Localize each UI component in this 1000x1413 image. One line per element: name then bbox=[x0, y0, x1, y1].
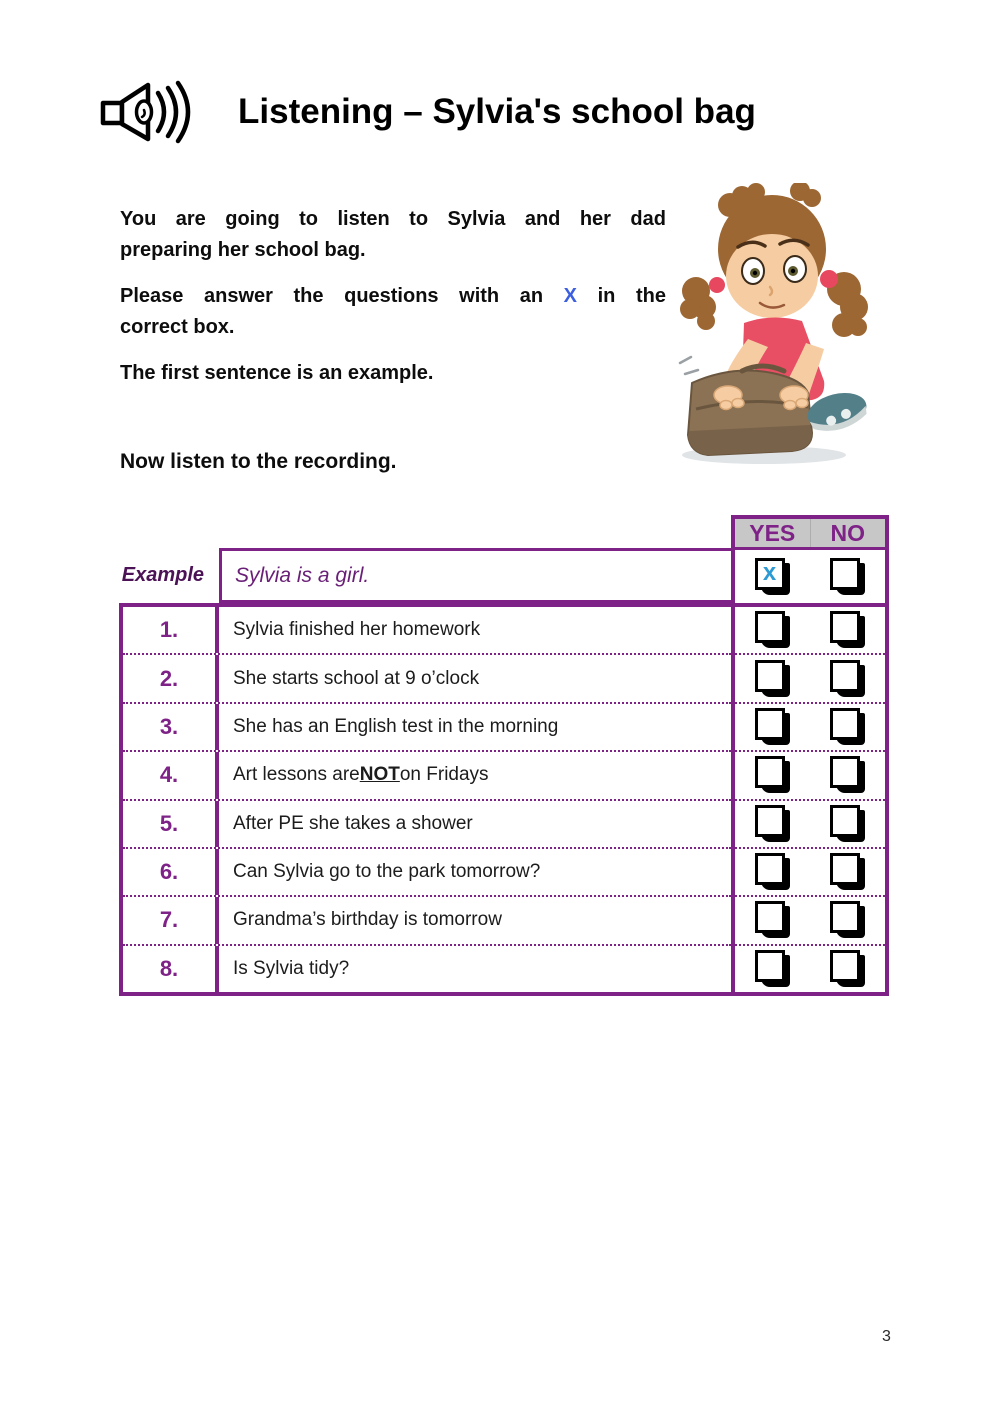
no-checkbox[interactable] bbox=[830, 660, 866, 698]
speaker-icon bbox=[98, 79, 200, 145]
yes-checkbox[interactable] bbox=[755, 660, 791, 698]
table-row bbox=[123, 944, 731, 992]
question-text: Can Sylvia go to the park tomorrow? bbox=[233, 861, 541, 883]
question-number: 2. bbox=[123, 655, 219, 701]
table-row bbox=[123, 702, 731, 750]
yes-checkbox[interactable] bbox=[755, 611, 791, 649]
yes-checkbox[interactable] bbox=[755, 901, 791, 939]
question-text: She starts school at 9 o’clock bbox=[233, 667, 480, 689]
answer-row bbox=[735, 799, 885, 847]
table-row bbox=[123, 847, 731, 895]
answer-cell bbox=[735, 849, 810, 895]
answer-row bbox=[735, 895, 885, 943]
answer-row bbox=[735, 607, 885, 653]
table-row bbox=[123, 750, 731, 798]
no-header: NO bbox=[830, 519, 865, 546]
no-checkbox[interactable] bbox=[830, 805, 866, 843]
question-number: 8. bbox=[123, 946, 219, 992]
example-yes-checkbox[interactable] bbox=[755, 558, 791, 596]
yes-checkbox[interactable] bbox=[755, 708, 791, 746]
answer-cell bbox=[810, 704, 885, 750]
answer-row bbox=[735, 702, 885, 750]
answer-cell bbox=[810, 849, 885, 895]
answer-cell bbox=[810, 752, 885, 798]
example-answer-row bbox=[735, 550, 885, 607]
answer-cell bbox=[810, 946, 885, 992]
example-label: Example bbox=[121, 564, 204, 586]
no-checkbox[interactable] bbox=[830, 950, 866, 988]
question-text: After PE she takes a shower bbox=[233, 812, 473, 834]
yes-checkbox[interactable] bbox=[755, 853, 791, 891]
question-number: 3. bbox=[123, 704, 219, 750]
answer-header bbox=[735, 519, 885, 550]
yes-checkbox[interactable] bbox=[755, 805, 791, 843]
intro-line: You are going to listen to Sylvia and her dad bbox=[120, 208, 666, 230]
intro-line: preparing her school bag. bbox=[120, 239, 366, 261]
question-number: 1. bbox=[123, 607, 219, 653]
intro-paragraph-3 bbox=[120, 358, 666, 389]
question-text: Grandma’s birthday is tomorrow bbox=[233, 909, 502, 931]
no-checkbox[interactable] bbox=[830, 708, 866, 746]
no-checkbox[interactable] bbox=[830, 853, 866, 891]
question-text: Art lessons are NOT on Fridays bbox=[233, 764, 489, 786]
answer-cell bbox=[735, 607, 810, 653]
check-mark: x bbox=[762, 558, 777, 586]
answer-cell bbox=[735, 752, 810, 798]
question-number: 6. bbox=[123, 849, 219, 895]
intro-line: Please answer the questions with an X in the bbox=[120, 285, 666, 307]
answer-cell bbox=[735, 946, 810, 992]
girl-illustration bbox=[672, 183, 872, 466]
answer-cell bbox=[810, 607, 885, 653]
yes-checkbox[interactable] bbox=[755, 950, 791, 988]
answer-cell bbox=[735, 704, 810, 750]
table-row bbox=[123, 607, 731, 653]
answer-rows bbox=[735, 607, 885, 992]
table-row bbox=[123, 799, 731, 847]
intro-paragraph-2 bbox=[120, 281, 666, 343]
page-number: 3 bbox=[882, 1328, 891, 1345]
answer-cell bbox=[810, 801, 885, 847]
question-table bbox=[119, 603, 731, 996]
yes-header: YES bbox=[735, 519, 811, 547]
answer-cell bbox=[735, 550, 810, 603]
page-title: Listening – Sylvia's school bag bbox=[238, 92, 756, 131]
instructions bbox=[120, 204, 666, 404]
answer-column bbox=[731, 515, 889, 996]
no-checkbox[interactable] bbox=[830, 756, 866, 794]
no-checkbox[interactable] bbox=[830, 901, 866, 939]
answer-cell bbox=[735, 655, 810, 701]
now-listen-text: Now listen to the recording. bbox=[120, 450, 397, 473]
no-checkbox[interactable] bbox=[830, 611, 866, 649]
question-text: She has an English test in the morning bbox=[233, 715, 559, 737]
intro-line: correct box. bbox=[120, 316, 235, 338]
answer-cell bbox=[810, 550, 885, 603]
answer-cell bbox=[735, 801, 810, 847]
yes-checkbox[interactable] bbox=[755, 756, 791, 794]
question-number: 5. bbox=[123, 801, 219, 847]
answer-row bbox=[735, 944, 885, 992]
example-sentence: Sylvia is a girl. bbox=[219, 548, 731, 603]
answer-row bbox=[735, 750, 885, 798]
question-number: 7. bbox=[123, 897, 219, 943]
blue-x-example: X bbox=[563, 285, 578, 307]
answer-cell bbox=[810, 897, 885, 943]
example-no-checkbox[interactable] bbox=[830, 558, 866, 596]
table-row bbox=[123, 653, 731, 701]
answer-cell bbox=[810, 655, 885, 701]
intro-paragraph-1 bbox=[120, 204, 666, 266]
question-text: Sylvia finished her homework bbox=[233, 619, 481, 641]
table-row bbox=[123, 895, 731, 943]
question-text: Is Sylvia tidy? bbox=[233, 957, 350, 979]
intro-line: The first sentence is an example. bbox=[120, 362, 434, 384]
question-number: 4. bbox=[123, 752, 219, 798]
answer-row bbox=[735, 653, 885, 701]
answer-cell bbox=[735, 897, 810, 943]
answer-row bbox=[735, 847, 885, 895]
